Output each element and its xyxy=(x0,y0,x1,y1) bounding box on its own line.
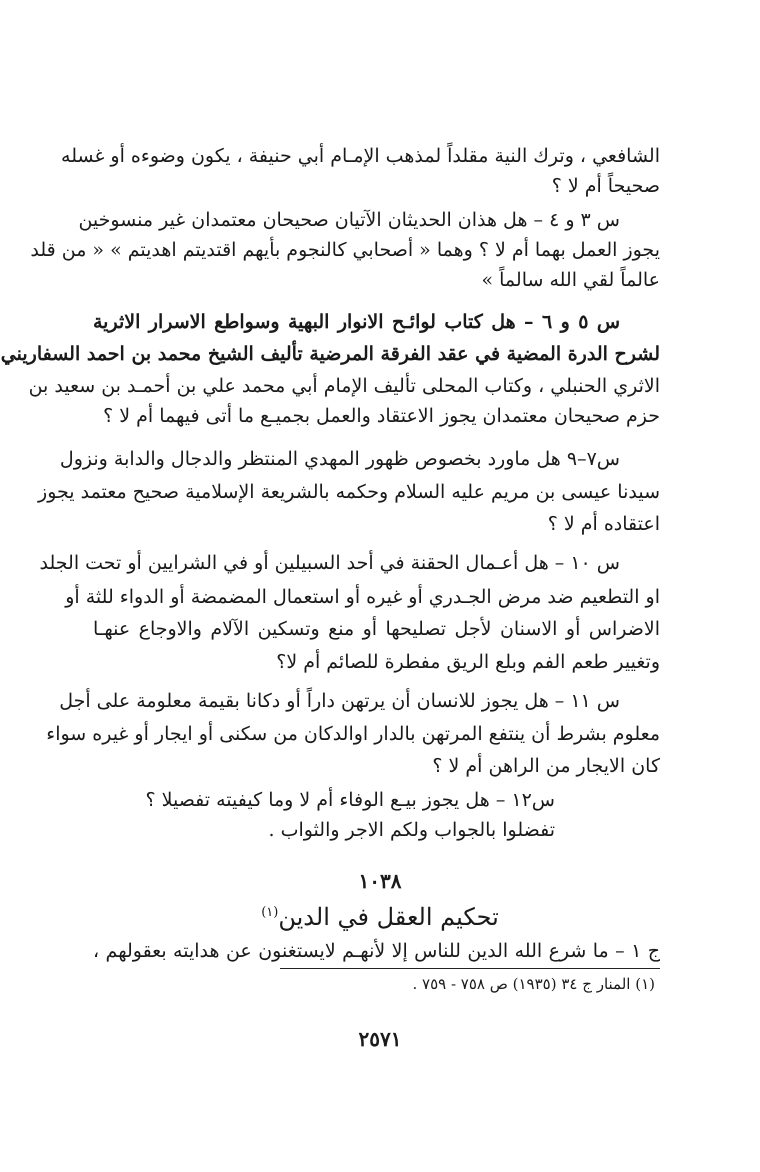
page-number: ٢٥٧١ xyxy=(358,1027,402,1051)
question-line: س٧–٩ هل ماورد بخصوص ظهور المهدي المنتظر والدجال والدابة ونزول xyxy=(59,448,620,470)
question-line: س١٢ – هل يجوز بيـع الوفاء أم لا وما كيفيته تفصيلا ؟ xyxy=(145,789,555,811)
text-line: معلوم بشرط أن ينتفع المرتهن بالدار اوالدكان من سكنى أو ايجار أو غيره سواء xyxy=(46,723,660,745)
text-line: صحيحاً أم لا ؟ xyxy=(551,175,660,197)
text-line: لشرح الدرة المضية في عقد الفرقة المرضية تأليف الشيخ محمد بن احمد السفاريني xyxy=(0,343,660,365)
question-line: س ١٠ – هل أعـمال الحقنة في أحد السبيلين أو في الشرايين أو تحت الجلد xyxy=(39,552,620,574)
text-line: يجوز العمل بهما أم لا ؟ وهما « أصحابي كالنجوم بأيهم اقتديتم اهديتم » « من قلد xyxy=(30,239,660,261)
footnote-marker: (١) xyxy=(261,905,279,920)
fatwa-number: ١٠٣٨ xyxy=(358,869,402,893)
heading-title: تحكيم العقل في الدين xyxy=(278,903,499,931)
text-line: الشافعي ، وترك النية مقلداً لمذهب الإمـام أبي حنيفة ، يكون وضوءه أو غسله xyxy=(61,145,660,167)
footnote: (١) المنار ج ٣٤ (١٩٣٥) ص ٧٥٨ - ٧٥٩ . xyxy=(412,975,655,993)
footnote-divider xyxy=(280,968,660,969)
text-line: كان الايجار من الراهن أم لا ؟ xyxy=(432,755,660,777)
text-line: عالماً لقي الله سالماً » xyxy=(481,269,660,291)
section-heading xyxy=(0,896,760,934)
text-line: سيدنا عيسى بن مريم عليه السلام وحكمه بالشريعة الإسلامية صحيح معتمد يجوز xyxy=(38,481,660,503)
question-line: س ٣ و ٤ – هل هذان الحديثان الآتيان صحيحان معتمدان غير منسوخين xyxy=(78,209,620,231)
answer-line: ج ١ – ما شرع الله الدين للناس إلا لأنهـم لايستغنون عن هدايته بعقولهم ، xyxy=(93,940,660,962)
text-line: الاثري الحنبلي ، وكتاب المحلى تأليف الإمام أبي محمد علي بن أحمـد بن سعيد بن xyxy=(28,375,660,397)
closing-line: تفضلوا بالجواب ولكم الاجر والثواب . xyxy=(268,819,555,841)
question-line: س ٥ و ٦ – هل كتاب لوائـح الانوار البهية وسواطع الاسرار الاثرية xyxy=(93,311,621,333)
text-line: اعتقاده أم لا ؟ xyxy=(547,513,660,535)
text-line: وتغيير طعم الفم وبلع الريق مفطرة للصائم أم لا؟ xyxy=(276,651,660,673)
text-line: او التطعيم ضد مرض الجـدري أو غيره أو استعمال المضمضة أو الدواء للثة أو xyxy=(65,586,660,608)
text-line: الاضراس أو الاسنان لأجل تصليحها أو منع وتسكين الآلام والاوجاع عنهـا xyxy=(93,618,660,640)
text-line: حزم صحيحان معتمدان يجوز الاعتقاد والعمل بجميـع ما أتى فيهما أم لا ؟ xyxy=(103,405,660,427)
question-line: س ١١ – هل يجوز للانسان أن يرتهن داراً أو دكانا بقيمة معلومة على أجل xyxy=(59,690,620,712)
